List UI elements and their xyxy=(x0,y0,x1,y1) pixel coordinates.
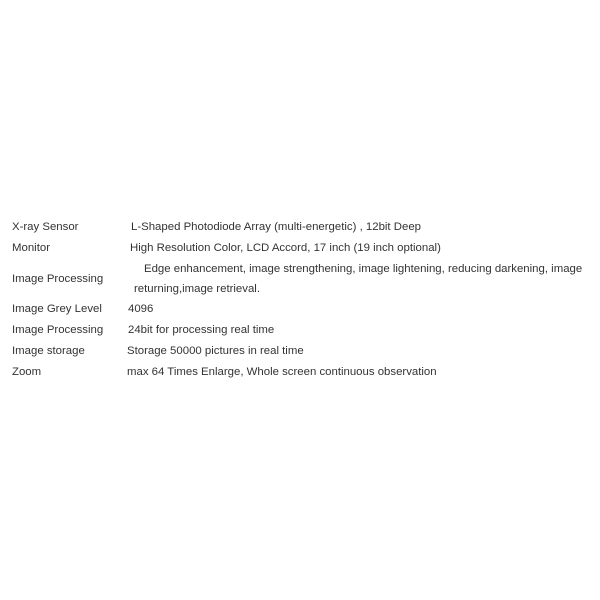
spec-label: X-ray Sensor xyxy=(12,221,79,233)
spec-value: max 64 Times Enlarge, Whole screen continuous observation xyxy=(127,366,437,378)
spec-label: Image Grey Level xyxy=(12,303,102,315)
spec-value: High Resolution Color, LCD Accord, 17 inch (19 inch optional) xyxy=(130,242,441,254)
spec-value: Storage 50000 pictures in real time xyxy=(127,345,304,357)
spec-value-line-2: returning,image retrieval. xyxy=(134,283,260,295)
spec-label: Zoom xyxy=(12,366,42,378)
spec-value: 24bit for processing real time xyxy=(128,324,275,336)
spec-label: Image Processing xyxy=(12,324,104,336)
spec-value xyxy=(134,259,582,299)
spec-label: Image Processing xyxy=(12,273,104,285)
spec-value-line-1: Edge enhancement, image strengthening, image lightening, reducing darkening, image xyxy=(144,263,583,275)
spec-value: L-Shaped Photodiode Array (multi-energetic) , 12bit Deep xyxy=(131,221,421,233)
spec-row-image-processing xyxy=(12,259,598,299)
spec-value: 4096 xyxy=(128,303,154,315)
spec-label: Image storage xyxy=(12,345,85,357)
spec-label: Monitor xyxy=(12,242,50,254)
